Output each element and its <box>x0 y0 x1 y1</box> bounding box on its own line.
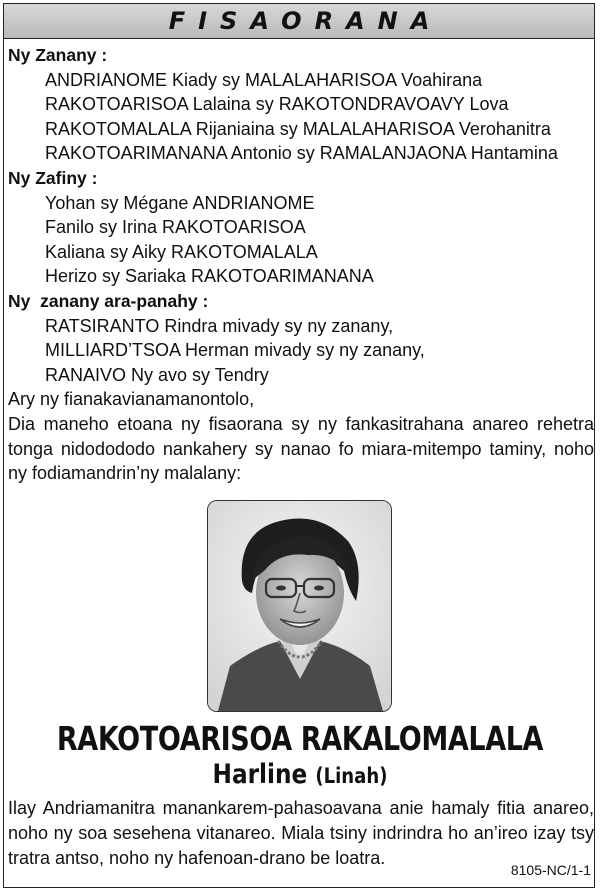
ara-panahy-item: MILLIARD’TSOA Herman mivady sy ny zanany, <box>45 340 425 361</box>
notice-header <box>4 4 594 39</box>
deceased-nickname: (Linah) <box>315 764 388 788</box>
ara-panahy-item: RATSIRANTO Rindra mivady sy ny zanany, <box>45 315 394 336</box>
ara-panahy-item: RANAIVO Ny avo sy Tendry <box>45 364 269 385</box>
zafiny-item: Kaliana sy Aiky RAKOTOMALALA <box>45 241 318 262</box>
family-line: Ary ny fianakavianamanontolo, <box>8 389 255 410</box>
zafiny-item: Herizo sy Sariaka RAKOTOARIMANANA <box>45 266 374 287</box>
portrait-photo <box>207 500 392 712</box>
zafiny-label: Ny Zafiny : <box>8 167 98 188</box>
ara-panahy-label: Ny zanany ara-panahy : <box>8 290 209 311</box>
notice-body <box>8 43 594 486</box>
deceased-given-name <box>42 759 558 790</box>
deceased-first-name: Harline <box>212 759 308 790</box>
deceased-surname: RAKOTOARISOA RAKALOMALALA <box>56 719 544 758</box>
zafiny-item: Yohan sy Mégane ANDRIANOME <box>45 192 315 213</box>
notice-title: FISAORANA <box>168 7 443 35</box>
portrait-image <box>208 501 391 711</box>
closing-paragraph: Ilay Andriamanitra manankarem-pahasoavana anie hamaly fitia anareo, noho ny soa sesehena vitanareo. Miala tsiny indrindra ho an’ireo izay tsy tratra antso, noho ny hafenoan-drano be loatra. <box>8 798 594 868</box>
zanany-item: ANDRIANOME Kiady sy MALALAHARISOA Voahirana <box>45 69 483 90</box>
zanany-item: RAKOTOARISOA Lalaina sy RAKOTONDRAVOAVY Lova <box>45 94 509 115</box>
thanks-paragraph: Dia maneho etoana ny fisaorana sy ny fankasitrahana anareo rehetra tonga nidodododo nankahery sy nanao fo miara-mitempo taminy, noho ny fodiamandrin’ny malalany: <box>8 413 594 484</box>
zafiny-item: Fanilo sy Irina RAKOTOARISOA <box>45 217 306 238</box>
zanany-item: RAKOTOMALALA Rijaniaina sy MALALAHARISOA Verohanitra <box>45 118 551 139</box>
zanany-item: RAKOTOARIMANANA Antonio sy RAMALANJAONA Hantamina <box>45 143 558 164</box>
zanany-label: Ny Zanany : <box>8 45 108 65</box>
reference-code: 8105-NC/1-1 <box>510 862 591 878</box>
